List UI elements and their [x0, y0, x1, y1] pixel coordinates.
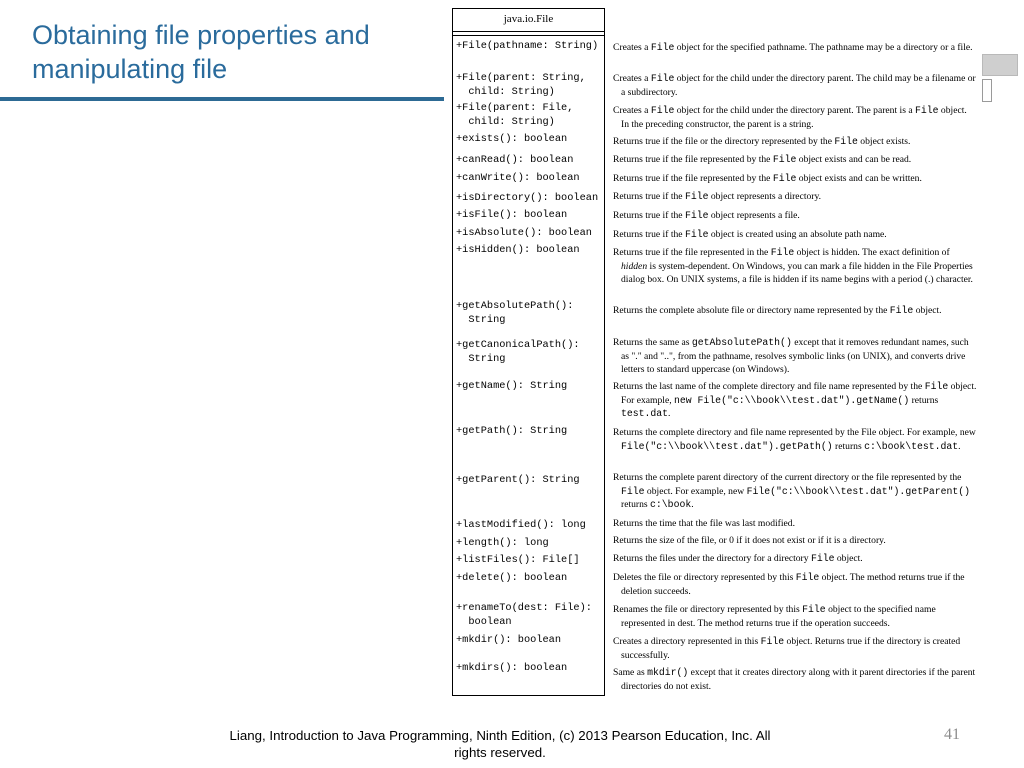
method-description: Deletes the file or directory represented by this File object. The method returns true if the deletion succeeds.: [613, 572, 965, 597]
method-signature: +exists(): boolean: [456, 133, 568, 145]
method-description: Creates a File object for the specified pathname. The pathname may be a directory or a file.: [613, 42, 973, 53]
method-description: Creates a File object for the child under the directory parent. The child may be a filename or a subdirectory.: [613, 73, 976, 98]
method-signature: +isFile(): boolean: [456, 209, 568, 221]
method-description: Same as mkdir() except that it creates directory along with it parent directories if the parent directories do not exist.: [613, 667, 976, 692]
method-signature: +File(parent: File, child: String): [456, 102, 574, 128]
footer-line-2: rights reserved.: [454, 745, 546, 760]
method-description: Returns the size of the file, or 0 if it does not exist or if it is a directory.: [613, 535, 886, 546]
method-signature: +canRead(): boolean: [456, 154, 574, 166]
method-description: Returns true if the file represented by the File object exists and can be written.: [613, 173, 922, 184]
method-signature: +listFiles(): File[]: [456, 554, 580, 566]
method-signature: +isDirectory(): boolean: [456, 192, 599, 204]
method-signature: +length(): long: [456, 537, 549, 549]
method-description: Returns the time that the file was last modified.: [613, 518, 795, 529]
method-signature: +isHidden(): boolean: [456, 244, 580, 256]
method-description: Returns true if the file represented by the File object exists and can be read.: [613, 154, 912, 165]
method-description: Returns the last name of the complete directory and file name represented by the File object. For example, new File("c:\\book\\test.dat").getName() returns test.dat.: [613, 381, 977, 420]
uml-class-name: java.io.File: [452, 8, 605, 32]
slide-title: [32, 18, 432, 86]
method-signature: +canWrite(): boolean: [456, 172, 580, 184]
method-signature: +lastModified(): long: [456, 519, 586, 531]
method-signature: +getParent(): String: [456, 474, 580, 486]
decorative-box-gray: [982, 54, 1018, 76]
method-signature: +delete(): boolean: [456, 572, 568, 584]
method-signature: +File(parent: String, child: String): [456, 72, 586, 98]
method-description: Creates a File object for the child under the directory parent. The parent is a File object. In the preceding constructor, the parent is a string.: [613, 105, 967, 130]
uml-divider: [452, 35, 605, 36]
method-signature: +renameTo(dest: File): boolean: [456, 602, 592, 628]
method-signature: +mkdir(): boolean: [456, 634, 562, 646]
method-description: Returns the files under the directory for a directory File object.: [613, 553, 863, 564]
slide-title-line-2: manipulating file: [32, 54, 228, 84]
slide-title-line-1: Obtaining file properties and: [32, 20, 370, 50]
method-description: Returns true if the File object represents a directory.: [613, 191, 822, 202]
method-signature: +mkdirs(): boolean: [456, 662, 568, 674]
method-signature: +isAbsolute(): boolean: [456, 227, 592, 239]
method-description: Returns the complete parent directory of the current directory or the file represented by the File object. For example, new File("c:\\book\\test.dat").getParent() returns c:\book.: [613, 472, 970, 511]
method-signature: +getName(): String: [456, 380, 568, 392]
method-signature: +getAbsolutePath(): String: [456, 300, 574, 326]
method-description: Returns the complete directory and file name represented by the File object. For example, new File("c:\\book\\test.dat").getPath() returns c:\book\test.dat.: [613, 427, 976, 452]
method-description: Renames the file or directory represented by this File object to the specified name represented in dest. The method returns true if the operation succeeds.: [613, 604, 936, 629]
method-description: Returns true if the file or the directory represented by the File object exists.: [613, 136, 911, 147]
method-description: Returns the same as getAbsolutePath() except that it removes redundant names, such as "." and "..", from the pathname, resolves symbolic links (on UNIX), and converts drive letters to standard uppercase (on Windows).: [613, 337, 969, 376]
slide-footer: [205, 727, 795, 761]
title-underline: [0, 97, 444, 101]
page-number: 41: [944, 726, 960, 743]
decorative-box-outline: [982, 79, 992, 102]
method-signature: +File(pathname: String): [456, 40, 599, 52]
method-description: Returns true if the file represented in the File object is hidden. The exact definition of hidden is system-dependent. On Windows, you can mark a file hidden in the File Properties dialog box. On UNIX systems, a file is hidden if its name begins with a period (.) character.: [613, 247, 973, 286]
footer-line-1: Liang, Introduction to Java Programming, Ninth Edition, (c) 2013 Pearson Education, Inc. All: [229, 728, 771, 743]
method-description: Returns the complete absolute file or directory name represented by the File object.: [613, 305, 942, 316]
method-description: Returns true if the File object is created using an absolute path name.: [613, 229, 887, 240]
method-signature: +getPath(): String: [456, 425, 568, 437]
method-signature: +getCanonicalPath(): String: [456, 339, 580, 365]
method-description: Returns true if the File object represents a file.: [613, 210, 800, 221]
method-description: Creates a directory represented in this File object. Returns true if the directory is created successfully.: [613, 636, 961, 661]
